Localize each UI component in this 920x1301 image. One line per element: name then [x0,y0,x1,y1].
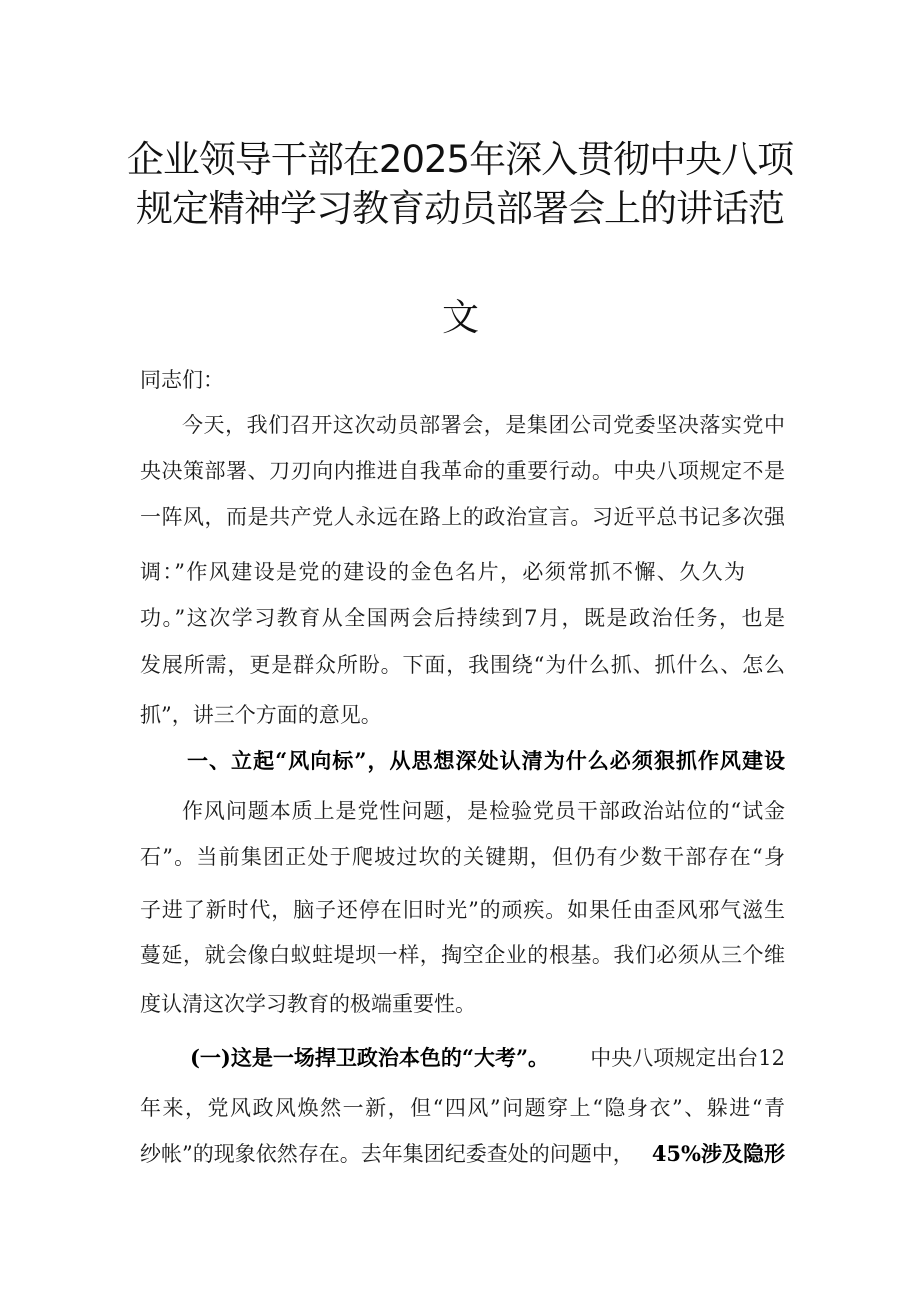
paragraph-3-line-text: 纱帐”的现象依然存在。去年集团纪委查处的问题中， [140,1142,634,1166]
paragraph-3-bold-tail: 45%涉及隐形 [651,1141,785,1166]
paragraph-3-first-line [190,1043,785,1073]
section-heading-1: 一、立起“风向标”，从思想深处认清为什么必须狠抓作风建设 [187,748,785,773]
paragraph-2-line: 蔓延，就会像白蚁蛀堤坝一样，掏空企业的根基。我们必须从三个维 [140,943,785,967]
document-title-line-3: 文 [442,296,478,339]
salutation: 同志们： [140,368,224,392]
paragraph-1-line: 功。”这次学习教育从全国两会后持续到7月，既是政治任务，也是 [140,606,785,630]
paragraph-2-line: 作风问题本质上是党性问题，是检验党员干部政治站位的“试金 [182,799,785,823]
document-title-line-1: 企业领导干部在2025年深入贯彻中央八项 [126,138,794,181]
paragraph-2-line: 子进了新时代，脑子还停在旧时光”的顽疾。如果任由歪风邪气滋生 [140,898,785,922]
paragraph-3-line: 年来，党风政风焕然一新，但“四风”问题穿上“隐身衣”、躲进“青 [140,1096,785,1120]
paragraph-2-line: 度认清这次学习教育的极端重要性。 [140,992,476,1016]
document-title-line-2: 规定精神学习教育动员部署会上的讲话范 [136,187,784,230]
paragraph-1-line: 调：”作风建设是党的建设的金色名片，必须常抓不懈、久久为 [140,560,745,584]
paragraph-2-line: 石”。当前集团正处于爬坡过坎的关键期，但仍有少数干部存在“身 [140,845,785,869]
paragraph-1-line: 一阵风，而是共产党人永远在路上的政治宣言。习近平总书记多次强 [140,505,785,529]
paragraph-3-line [140,1139,785,1169]
subheading-1: (一)这是一场捍卫政治本色的“大考”。 [190,1045,550,1070]
paragraph-1-line: 抓”，讲三个方面的意见。 [140,703,382,727]
paragraph-1-line: 央决策部署、刀刃向内推进自我革命的重要行动。中央八项规定不是 [140,459,785,483]
paragraph-3-first-line-rest: 中央八项规定出台12 [590,1046,785,1070]
paragraph-1-line: 发展所需，更是群众所盼。下面，我围绕“为什么抓、抓什么、怎么 [140,653,785,677]
paragraph-1-line: 今天，我们召开这次动员部署会，是集团公司党委坚决落实党中 [182,413,785,437]
